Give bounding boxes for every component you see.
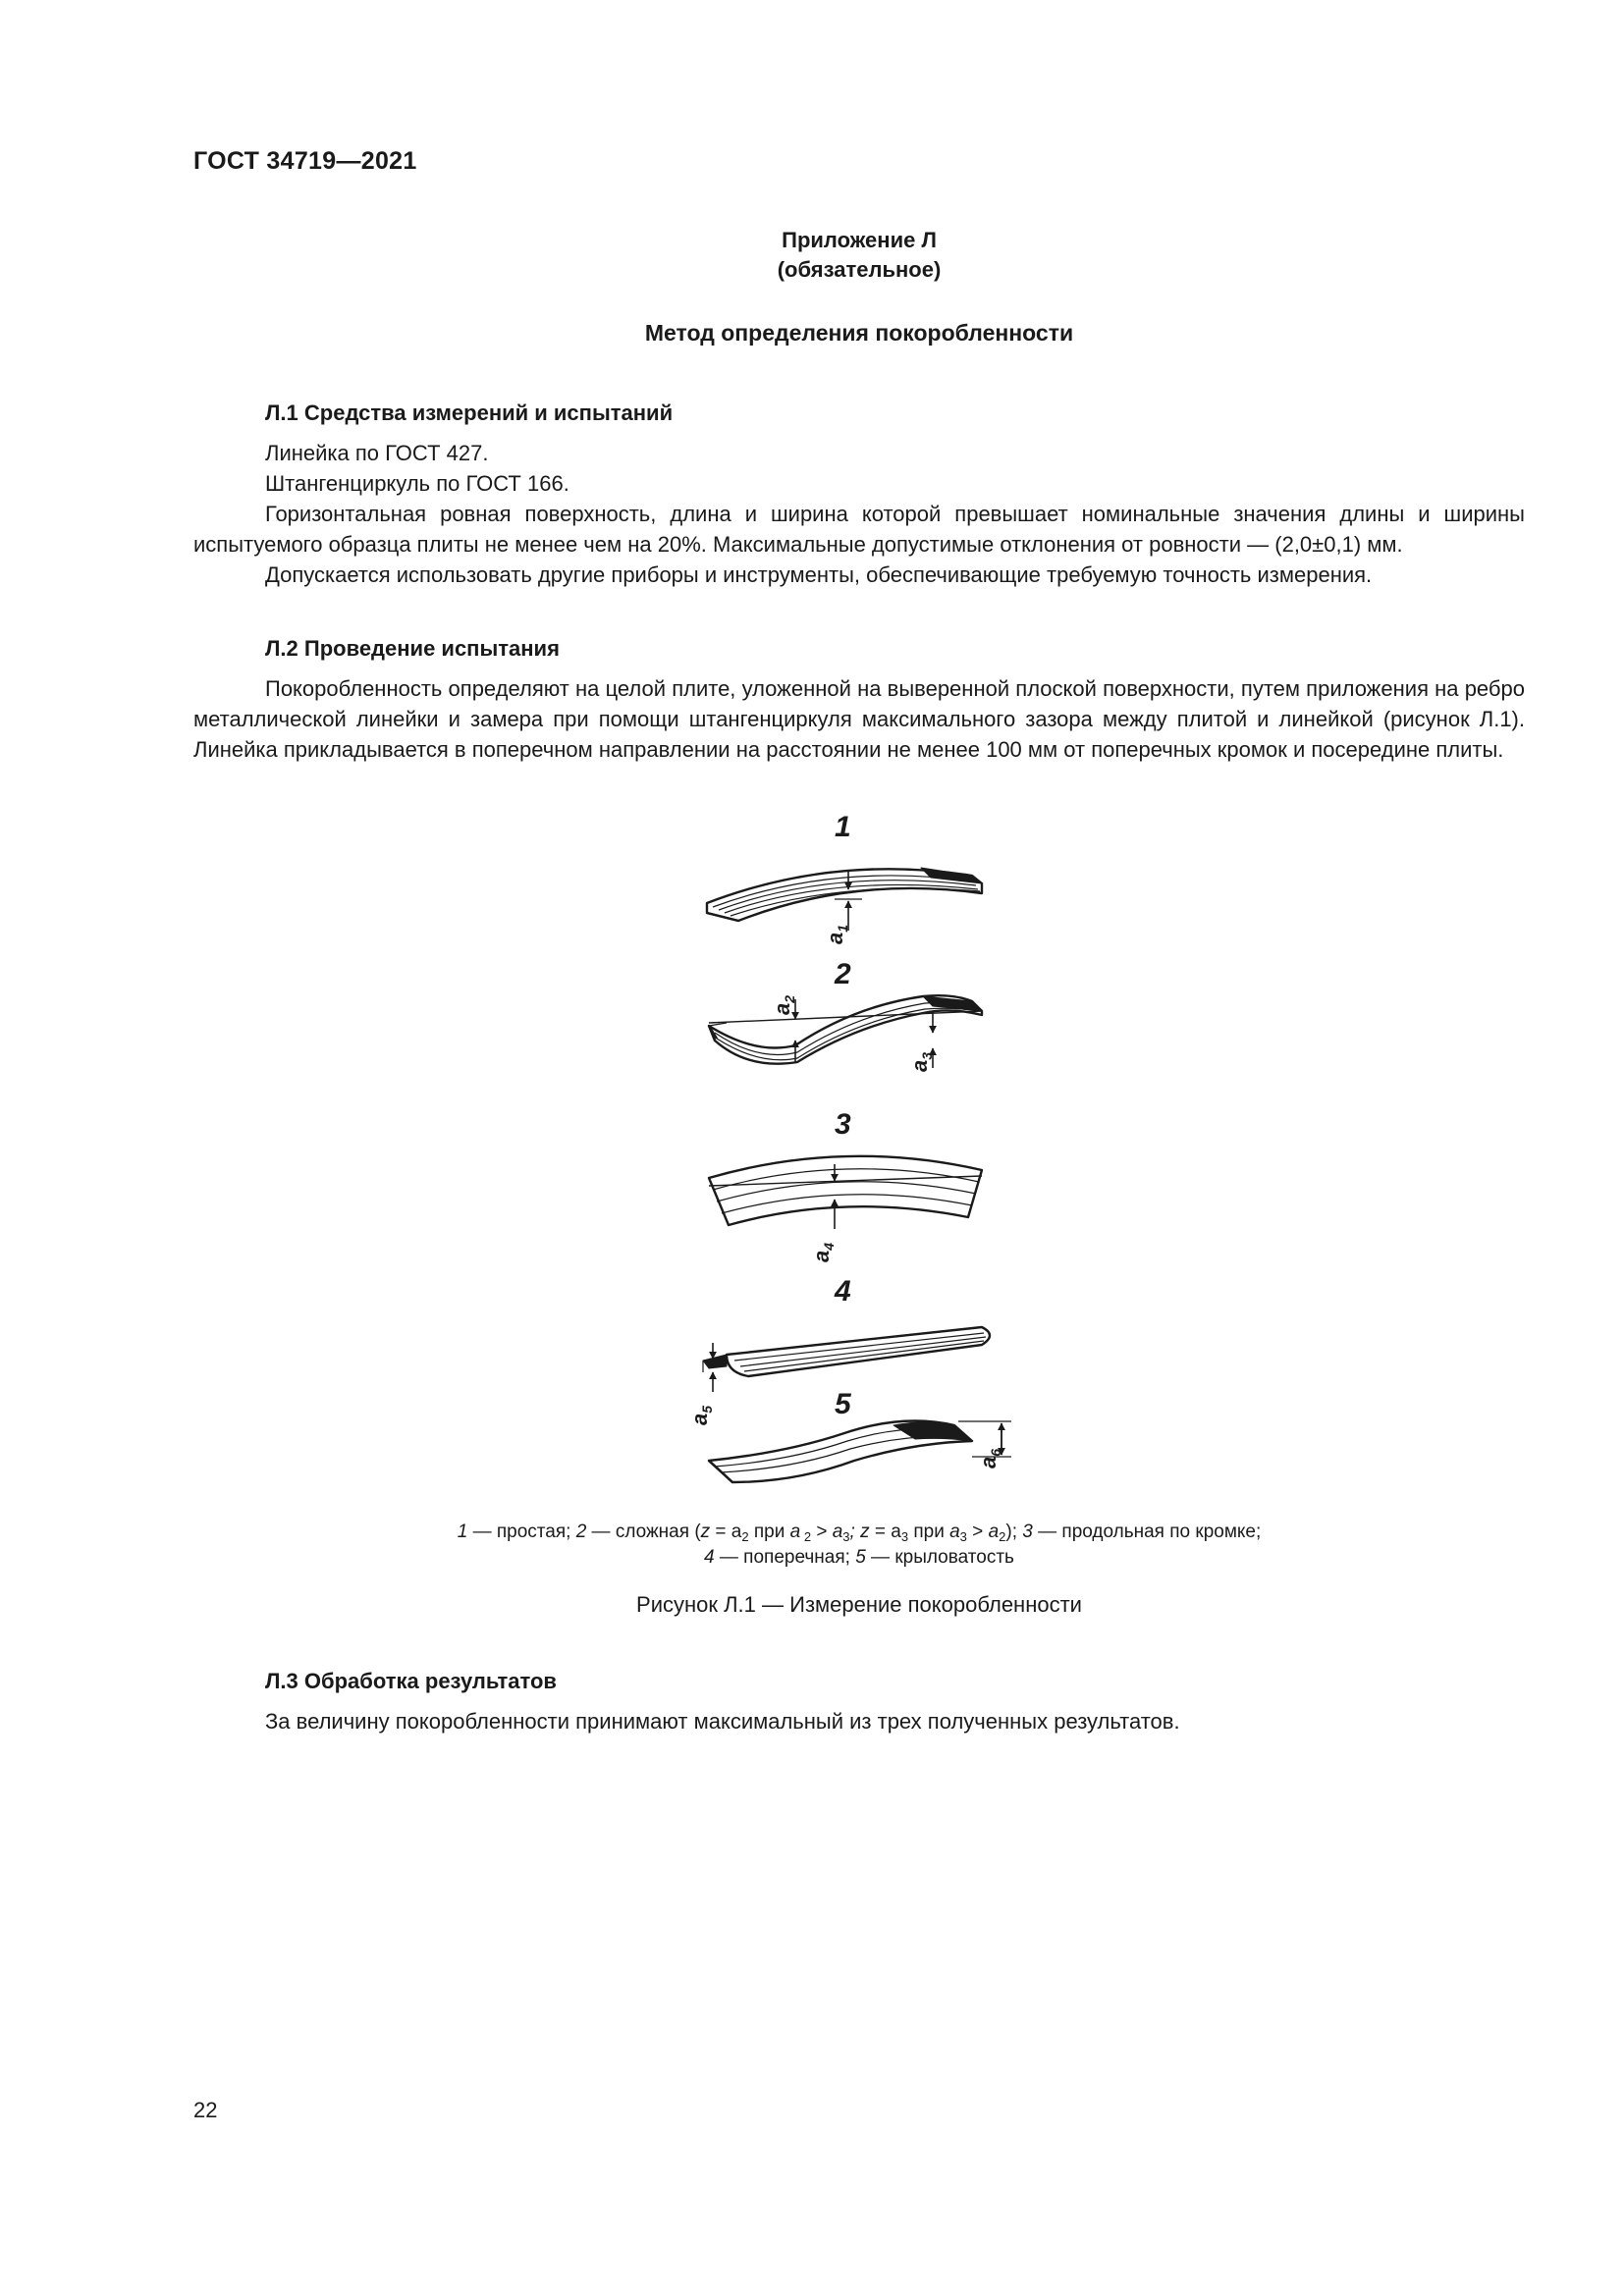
figure-label-1: 1 — [835, 811, 851, 843]
warp-winding-plate — [709, 1421, 1011, 1483]
paragraph-surface: Горизонтальная ровная поверхность, длина и ширина которой превышает номинальные значения длины и ширины испытуемого образца плиты не менее чем на 20%. Максимальные допустимые отклонения от ровности — (2,0±0,1) мм. — [193, 502, 1525, 557]
figure-label-4: 4 — [835, 1275, 851, 1308]
figure-label-2: 2 — [835, 958, 851, 990]
dim-label-a3: $a_3$ — [907, 1051, 935, 1072]
section-2-heading: Л.2 Проведение испытания — [265, 636, 560, 661]
paragraph-results: За величину покоробленности принимают максимальный из трех полученных результатов. — [265, 1709, 1180, 1734]
dim-label-a4: $a_4$ — [809, 1242, 837, 1262]
figure-label-5: 5 — [835, 1388, 851, 1420]
warp-simple-plate — [707, 868, 982, 931]
warp-transverse-plate — [703, 1327, 990, 1392]
annex-label: Приложение Л — [782, 228, 937, 252]
annex-status: (обязательное) — [777, 257, 942, 282]
figure-label-3: 3 — [835, 1108, 851, 1141]
dim-label-a6: $a_6$ — [976, 1448, 1003, 1468]
figure-legend — [193, 1520, 1525, 1571]
warp-edge-plate — [709, 1156, 982, 1229]
document-id-header: ГОСТ 34719—2021 — [193, 147, 417, 175]
paragraph-other-tools: Допускается использовать другие приборы и инструменты, обеспечивающие требуемую точность измерения. — [265, 562, 1373, 587]
warpage-diagram — [687, 805, 1041, 1492]
figure-legend-line-2: 4 — поперечная; 5 — крыловатость — [704, 1547, 1014, 1568]
section-3-heading: Л.3 Обработка результатов — [265, 1669, 557, 1693]
figure-legend-line-1: 1 — простая; 2 — сложная ($z = a_2$ при a $_2 > a_3$; $z = a_3$ при $a_3 > a_2$); 3 — продольная по кромке; — [457, 1522, 1262, 1544]
warp-complex-plate — [709, 995, 982, 1068]
section-2-body — [193, 673, 1525, 765]
paragraph-ruler: Линейка по ГОСТ 427. — [265, 441, 489, 465]
section-1-heading: Л.1 Средства измерений и испытаний — [265, 400, 674, 425]
warpage-figure — [687, 805, 1041, 1492]
section-1-body — [193, 438, 1525, 590]
method-title: Метод определения покоробленности — [644, 320, 1074, 346]
paragraph-test-procedure: Покоробленность определяют на целой плите, уложенной на выверенной плоской поверхности, путем приложения на ребро металлической линейки и замера при помощи штангенциркуля максимального зазора между плитой и линейкой (рисунок Л.1). Линейка прикладывается в поперечном направлении на расстоянии не менее 100 мм от поперечных кромок и посередине плиты. — [193, 676, 1525, 762]
figure-caption: Рисунок Л.1 — Измерение покоробленности — [636, 1592, 1082, 1617]
annex-title — [193, 226, 1525, 285]
paragraph-caliper: Штангенциркуль по ГОСТ 166. — [265, 471, 569, 496]
page-number: 22 — [193, 2098, 218, 2122]
dim-label-a2: $a_2$ — [770, 994, 797, 1015]
dim-label-a1: $a_1$ — [823, 924, 850, 944]
section-3-body — [193, 1706, 1525, 1736]
dim-label-a5: $a_5$ — [687, 1405, 715, 1425]
